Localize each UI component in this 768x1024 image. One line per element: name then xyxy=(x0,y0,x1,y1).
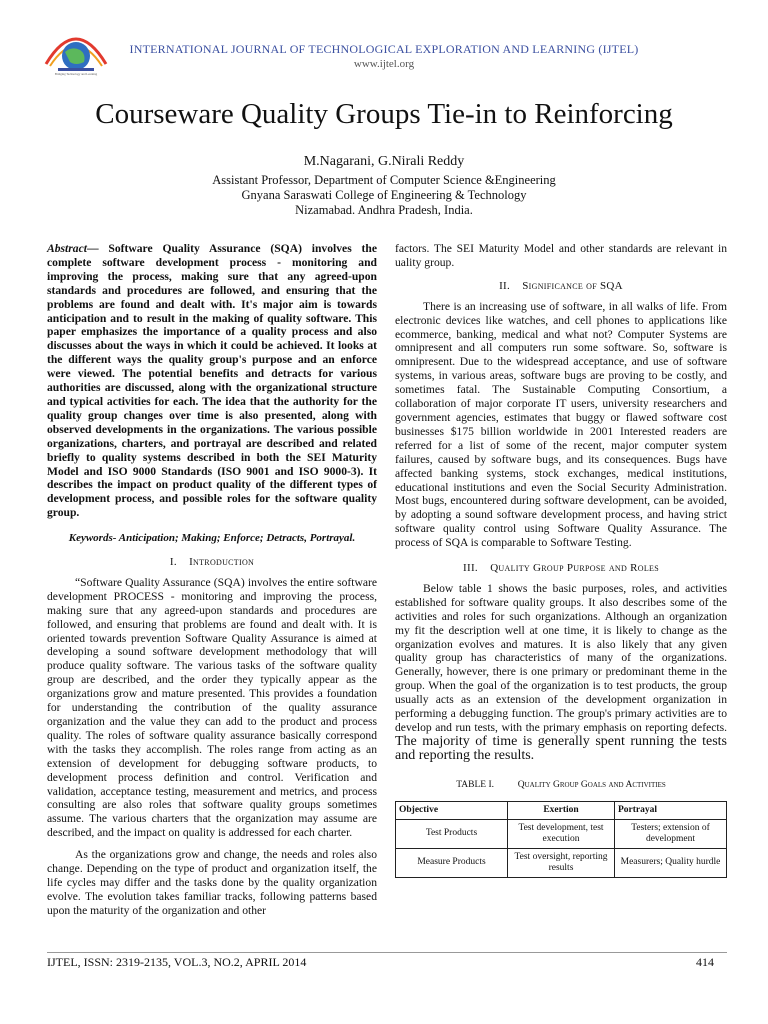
section-2-heading xyxy=(395,280,727,294)
intro-continuation: factors. The SEI Maturity Model and other standards are relevant in uality group. xyxy=(395,242,727,269)
affiliation-line-2: Gnyana Saraswati College of Engineering & Technology xyxy=(241,188,527,202)
footer-citation: IJTEL, ISSN: 2319-2135, VOL.3, NO.2, APRIL 2014 xyxy=(47,955,307,969)
abstract xyxy=(47,242,377,520)
section-3-number: III. xyxy=(463,562,478,575)
table-cell: Test oversight, reporting results xyxy=(508,848,615,877)
table-header-cell: Exertion xyxy=(508,801,615,819)
section-1-heading xyxy=(47,556,377,570)
roles-paragraph-text: Below table 1 shows the basic purposes, roles, and activities established for software quality groups. It also describes some of the activities and roles for such organizations. Although an organization my fit the description well at one time, it is likely to change as the organization evolves and matures. It is also likely that any given quality group has characteristics of many of the organizations. Generally, however, there is one primary or predominant theme in the group. When the goal of the organization is to test products, the group usually acts as an extension of the development organization in performing a debugging function. The group's primary activities are to develop and run tests, with the primary emphasis on reporting defects. xyxy=(395,581,727,734)
roles-paragraph xyxy=(395,582,727,763)
paper-title: Courseware Quality Groups Tie-in to Reinforcing xyxy=(95,98,673,130)
table-label: TABLE I. xyxy=(456,779,494,790)
section-2-number: II. xyxy=(499,279,511,292)
section-3-heading xyxy=(395,562,727,576)
table-cell: Testers; extension of development xyxy=(615,819,727,848)
table-row xyxy=(396,819,727,848)
table-cell: Measure Products xyxy=(396,848,508,877)
right-column xyxy=(395,242,727,878)
table-caption xyxy=(395,779,727,793)
section-2-title: Significance of SQA xyxy=(522,279,623,292)
affiliation-line-1: Assistant Professor, Department of Computer Science &Engineering xyxy=(212,173,556,187)
table-header-row xyxy=(396,801,727,819)
section-3-title: Quality Group Purpose and Roles xyxy=(490,562,659,575)
keywords: Keywords- Anticipation; Making; Enforce; Detracts, Portrayal. xyxy=(68,532,356,545)
section-1-title: Introduction xyxy=(189,556,255,569)
affiliation xyxy=(0,173,768,218)
significance-paragraph: There is an increasing use of software, in all walks of life. From electronic devices like watches, and cell phones to applications like ecommerce, banking, medical and what not? Computer Systems are omnipresent and all computers run some software. So, software is omnipresent. Due to the widespread acceptance, and use of software systems, in various areas, software bugs are proving to be costly, and sometimes fatal. The Sustainable Computing Consortium, a collaboration of major corporate IT users, university researchers and government agencies, estimates that buggy or flawed software cost businesses $175 billion worldwide in 2001 Interested readers are referred for a list of some of the recent, major computer system failures, caused by software bugs, and its consequences. Bugs have affected banking systems, stock exchanges, medical institutions, educational institutions and even the Social Security Administration. Most bugs, encountered during software development, can be avoided, by adopting a sound software development process, and having strict software quality control using Software Quality Assurance. The process of SQA is comparable to Software Testing. xyxy=(395,299,727,550)
page-number: 414 xyxy=(696,955,714,969)
table-cell: Test development, test execution xyxy=(508,819,615,848)
abstract-text: Software Quality Assurance (SQA) involves the complete software development process - monitoring and improving the process, making sure that any agreed-upon standards and procedures are followed, and ensuring that the problems are found and dealt with. It's major aim is towards anticipation and to result in the making of quality software. This paper emphasizes the importance of a quality process and also discusses about the ways in which it could be achieved. It looks at the different ways the quality group's purpose and an enforce were viewed. The potential benefits and detracts for various authorities are discussed, along with the organizational structure and typical activities for each. The idea that the authority for the quality group changes over time is also presented, along with observed developments in the organizations. The various possible organizations, charters, and portrayal are described and related briefly to quality systems described in both the SEI Maturity Model and ISO 9000 Standards (ISO 9001 and ISO 9000-3). It describes the impact on product quality of the different types of development process, and possible roles for the software quality group. xyxy=(47,242,377,520)
logo-caption: Bridging Technology and Learning xyxy=(54,72,98,76)
table-cell: Test Products xyxy=(396,819,508,848)
table-row xyxy=(396,848,727,877)
table-header-cell: Portrayal xyxy=(615,801,727,819)
roles-paragraph-tail: The majority of time is generally spent running the tests and reporting the results. xyxy=(395,733,727,763)
table-header-cell: Objective xyxy=(396,801,508,819)
left-column xyxy=(47,242,377,918)
authors: M.Nagarani, G.Nirali Reddy xyxy=(303,154,465,169)
affiliation-line-3: Nizamabad. Andhra Pradesh, India. xyxy=(295,203,473,217)
intro-paragraph-1: “Software Quality Assurance (SQA) involves the entire software development PROCESS - monitoring and improving the process, making sure that any agreed-upon standards and procedures are followed, and ensuring that problems are found and dealt with. It is oriented towards prevention Software Quality Assurance is aimed at developing a sound software development methodology that will produce quality software. The various tasks of the software quality group are described, and the order they typically appear as the organizations grow and mature presented. This provides a foundation for understanding the contribution of the quality assurance organization and the value they can add to the product and process quality. The roles of software quality assurance basically correspond with the tasks they accomplish. The roles range from acting as an extension of development for debugging software products, to development process definition and control. Verification and validation, acceptance testing, measurement and metrics, and process consulting are also roles that software quality groups sometimes assume. The various charters that the organization may assume are described, and the impact on quality is addressed for each charter. xyxy=(47,575,377,840)
journal-name: INTERNATIONAL JOURNAL OF TECHNOLOGICAL EXPLORATION AND LEARNING (IJTEL) xyxy=(129,42,639,56)
abstract-label: Abstract xyxy=(47,242,87,255)
table-title: Quality Group Goals and Activities xyxy=(517,779,666,790)
table-cell: Measurers; Quality hurdle xyxy=(615,848,727,877)
abstract-dash: — xyxy=(86,242,99,255)
journal-url: www.ijtel.org xyxy=(353,58,415,70)
section-1-number: I. xyxy=(169,556,177,569)
quality-goals-table xyxy=(395,801,727,878)
footer-divider xyxy=(47,952,727,953)
intro-paragraph-2: As the organizations grow and change, the needs and roles also change. Depending on the type of product and organization itself, the life cycles may differ and the tasks done by the quality organization evolve. The evolution takes familiar tracks, following patterns based upon the maturity of the organization and other xyxy=(47,848,377,917)
